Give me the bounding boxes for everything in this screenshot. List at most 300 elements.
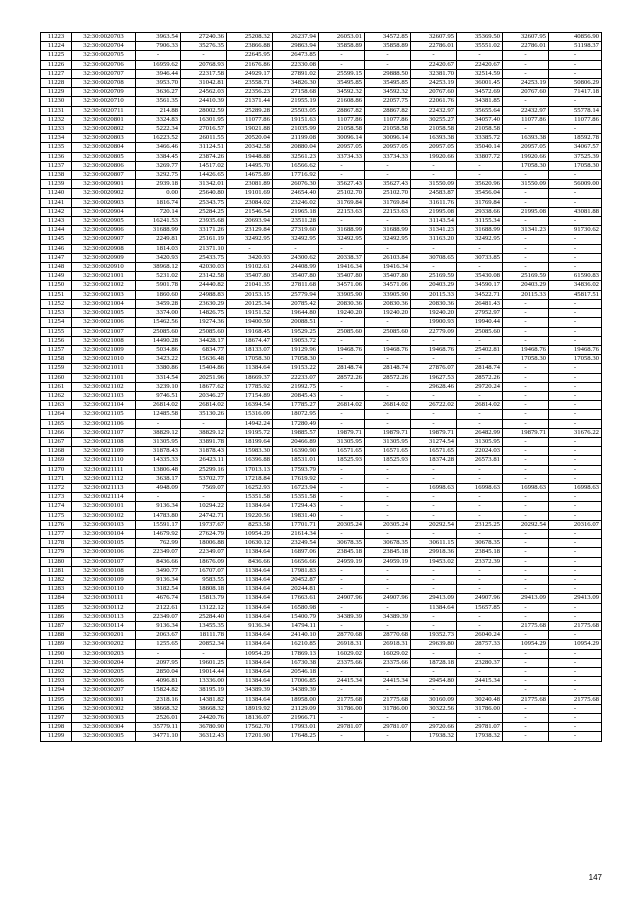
value-cell: - [319, 391, 365, 400]
value-cell: 14495.70 [227, 161, 273, 170]
value-cell: 29413.09 [411, 594, 457, 603]
table-row [41, 612, 602, 621]
value-cell: 31769.84 [365, 198, 411, 207]
value-cell: - [503, 575, 549, 584]
value-cell: - [319, 668, 365, 677]
value-cell: 19220.56 [227, 511, 273, 520]
value-cell: 22024.03 [457, 447, 503, 456]
cadastral-number-cell: 32:30:0020806 [72, 161, 136, 170]
row-number-cell: 11248 [41, 263, 72, 272]
value-cell: 29413.09 [549, 594, 602, 603]
row-number-cell: 11236 [41, 152, 72, 161]
row-number-cell: 11276 [41, 520, 72, 529]
value-cell: 16959.62 [136, 60, 181, 69]
value-cell: 19101.69 [227, 189, 273, 198]
cadastral-number-cell: 32:30:0020803 [72, 134, 136, 143]
value-cell: 24408.99 [273, 263, 319, 272]
value-cell: 23845.18 [365, 548, 411, 557]
value-cell: 2249.81 [136, 235, 181, 244]
value-cell: 27016.57 [181, 125, 227, 134]
value-cell: 31042.81 [181, 79, 227, 88]
value-cell: 25161.19 [181, 235, 227, 244]
value-cell: 35456.04 [457, 189, 503, 198]
value-cell: 23372.39 [457, 557, 503, 566]
value-cell: 28572.26 [457, 373, 503, 382]
table-row [41, 235, 602, 244]
value-cell: 14679.92 [136, 529, 181, 538]
value-cell: 30255.27 [411, 115, 457, 124]
value-cell: 19151.63 [273, 115, 319, 124]
cadastral-number-cell: 32:30:0021004 [72, 299, 136, 308]
row-number-cell: 11228 [41, 79, 72, 88]
value-cell: 14426.65 [181, 171, 227, 180]
value-cell: 35407.80 [365, 272, 411, 281]
table-row [41, 566, 602, 575]
value-cell: 2318.16 [136, 695, 181, 704]
value-cell: - [319, 585, 365, 594]
value-cell: 25343.75 [181, 198, 227, 207]
table-row [41, 180, 602, 189]
value-cell: 53702.77 [181, 474, 227, 483]
value-cell: 28770.68 [319, 631, 365, 640]
value-cell: 15400.79 [273, 612, 319, 621]
value-cell: 31305.95 [319, 437, 365, 446]
value-cell: 14826.75 [181, 309, 227, 318]
table-row [41, 649, 602, 658]
row-number-cell: 11223 [41, 33, 72, 42]
value-cell: - [411, 511, 457, 520]
value-cell: - [365, 529, 411, 538]
value-cell: 24415.34 [457, 677, 503, 686]
table-row [41, 640, 602, 649]
value-cell: 34836.02 [549, 281, 602, 290]
value-cell: 27811.68 [273, 281, 319, 290]
value-cell: 16252.93 [227, 483, 273, 492]
value-cell: 3239.10 [136, 382, 181, 391]
value-cell: 24420.76 [181, 714, 227, 723]
value-cell: 5231.02 [136, 272, 181, 281]
cadastral-number-cell: 32:30:0030302 [72, 704, 136, 713]
row-number-cell: 11246 [41, 244, 72, 253]
value-cell: - [227, 244, 273, 253]
value-cell: - [457, 171, 503, 180]
value-cell: 22356.23 [227, 88, 273, 97]
table-row [41, 622, 602, 631]
value-cell: 29720.66 [411, 723, 457, 732]
value-cell: 0.00 [136, 189, 181, 198]
value-cell: 27240.36 [181, 33, 227, 42]
row-number-cell: 11294 [41, 686, 72, 695]
value-cell: 16029.02 [365, 649, 411, 658]
value-cell: 19920.66 [503, 152, 549, 161]
value-cell: - [457, 336, 503, 345]
value-cell: - [549, 189, 602, 198]
value-cell: 33905.90 [365, 290, 411, 299]
cadastral-number-cell: 32:30:0030106 [72, 548, 136, 557]
cadastral-number-cell: 32:30:0020705 [72, 51, 136, 60]
row-number-cell: 11265 [41, 419, 72, 428]
value-cell: 31305.95 [457, 437, 503, 446]
value-cell: 25284.40 [181, 612, 227, 621]
table-row [41, 244, 602, 253]
value-cell: 35627.43 [319, 180, 365, 189]
value-cell: - [503, 723, 549, 732]
value-cell: 14381.82 [181, 695, 227, 704]
value-cell: 4096.81 [136, 677, 181, 686]
value-cell: 17785.92 [227, 382, 273, 391]
value-cell: - [549, 235, 602, 244]
cadastral-number-cell: 32:30:0030103 [72, 520, 136, 529]
value-cell: 11384.64 [227, 575, 273, 584]
value-cell: 19102.61 [227, 263, 273, 272]
value-cell: 19240.20 [319, 309, 365, 318]
row-number-cell: 11230 [41, 97, 72, 106]
value-cell: - [503, 548, 549, 557]
value-cell: 3384.45 [136, 152, 181, 161]
cadastral-number-cell: 32:30:0020710 [72, 97, 136, 106]
value-cell: - [365, 419, 411, 428]
value-cell: - [411, 419, 457, 428]
value-cell: 27952.97 [457, 309, 503, 318]
value-cell: - [503, 189, 549, 198]
value-cell: 19416.34 [319, 263, 365, 272]
value-cell: 30733.85 [457, 253, 503, 262]
value-cell: 22786.01 [411, 42, 457, 51]
value-cell: 3420.93 [136, 253, 181, 262]
value-cell: 15404.86 [181, 364, 227, 373]
row-number-cell: 11252 [41, 299, 72, 308]
value-cell: - [503, 529, 549, 538]
cadastral-number-cell: 32:30:0021008 [72, 336, 136, 345]
value-cell: 33385.72 [457, 134, 503, 143]
value-cell: - [365, 474, 411, 483]
value-cell: 16730.38 [273, 658, 319, 667]
table-row [41, 281, 602, 290]
table-row [41, 585, 602, 594]
value-cell: 20342.58 [227, 143, 273, 152]
table-row [41, 125, 602, 134]
cadastral-number-cell: 32:30:0020711 [72, 106, 136, 115]
value-cell: 17013.13 [227, 465, 273, 474]
value-cell: 29628.46 [411, 382, 457, 391]
value-cell: 27891.02 [273, 69, 319, 78]
value-cell: 19400.59 [227, 318, 273, 327]
value-cell: 28867.82 [365, 106, 411, 115]
value-cell: 24562.03 [181, 88, 227, 97]
value-cell: 32381.70 [411, 69, 457, 78]
table-row [41, 557, 602, 566]
value-cell: 31878.43 [181, 447, 227, 456]
value-cell: 38968.12 [136, 263, 181, 272]
value-cell: 22432.97 [503, 106, 549, 115]
value-cell: - [411, 355, 457, 364]
value-cell: 11077.86 [365, 115, 411, 124]
value-cell: 20830.36 [411, 299, 457, 308]
cadastral-number-cell: 32:30:0021101 [72, 373, 136, 382]
value-cell: 17993.01 [273, 723, 319, 732]
cadastral-number-cell: 32:30:0021108 [72, 437, 136, 446]
value-cell: - [549, 502, 602, 511]
value-cell: - [549, 557, 602, 566]
table-row [41, 253, 602, 262]
value-cell: 32492.95 [273, 235, 319, 244]
value-cell: - [319, 336, 365, 345]
value-cell: 30096.14 [319, 134, 365, 143]
table-row [41, 263, 602, 272]
value-cell: 10294.22 [181, 502, 227, 511]
row-number-cell: 11283 [41, 585, 72, 594]
value-cell: 16571.65 [365, 447, 411, 456]
value-cell: 20403.29 [503, 281, 549, 290]
value-cell: - [457, 612, 503, 621]
value-cell: 35551.02 [457, 42, 503, 51]
value-cell: - [457, 355, 503, 364]
value-cell: 31550.09 [503, 180, 549, 189]
value-cell: 71417.18 [549, 88, 602, 97]
value-cell: - [319, 60, 365, 69]
cadastral-number-cell: 32:30:0020802 [72, 125, 136, 134]
value-cell: 26722.02 [411, 401, 457, 410]
value-cell: 1255.65 [136, 640, 181, 649]
value-cell: - [549, 336, 602, 345]
value-cell: 33807.72 [457, 152, 503, 161]
row-number-cell: 11266 [41, 428, 72, 437]
value-cell: - [549, 456, 602, 465]
value-cell: - [503, 51, 549, 60]
value-cell: 3953.70 [136, 79, 181, 88]
value-cell: 34592.32 [319, 88, 365, 97]
value-cell: 42030.03 [181, 263, 227, 272]
value-cell: - [411, 244, 457, 253]
value-cell: - [549, 585, 602, 594]
value-cell: 11384.64 [227, 631, 273, 640]
value-cell: - [503, 686, 549, 695]
value-cell: - [411, 668, 457, 677]
value-cell: 22061.76 [411, 97, 457, 106]
value-cell: 9136.34 [227, 622, 273, 631]
cadastral-number-cell: 32:30:0021003 [72, 290, 136, 299]
value-cell: - [549, 382, 602, 391]
value-cell: - [503, 612, 549, 621]
table-row [41, 152, 602, 161]
value-cell: 24959.19 [365, 557, 411, 566]
value-cell: 11077.86 [319, 115, 365, 124]
value-cell: 30322.56 [411, 704, 457, 713]
row-number-cell: 11262 [41, 391, 72, 400]
value-cell: 31341.23 [503, 226, 549, 235]
value-cell: 22779.09 [411, 327, 457, 336]
value-cell: 2850.04 [136, 668, 181, 677]
row-number-cell: 11256 [41, 336, 72, 345]
table-row [41, 456, 602, 465]
table-row [41, 115, 602, 124]
cadastral-number-cell: 32:30:0021105 [72, 410, 136, 419]
row-number-cell: 11227 [41, 69, 72, 78]
row-number-cell: 11260 [41, 373, 72, 382]
table-row [41, 437, 602, 446]
value-cell: 11384.64 [227, 594, 273, 603]
cadastral-number-cell: 32:30:0030206 [72, 677, 136, 686]
value-cell: 25402.81 [457, 345, 503, 354]
value-cell: 16241.53 [136, 217, 181, 226]
value-cell: 19448.88 [227, 152, 273, 161]
value-cell: 21608.86 [319, 97, 365, 106]
cadastral-number-cell: 32:30:0020706 [72, 60, 136, 69]
value-cell: - [503, 410, 549, 419]
value-cell: - [411, 51, 457, 60]
value-cell: 50806.29 [549, 79, 602, 88]
value-cell: - [411, 474, 457, 483]
value-cell: 17058.30 [549, 161, 602, 170]
value-cell: - [319, 318, 365, 327]
value-cell: 24988.83 [181, 290, 227, 299]
row-number-cell: 11243 [41, 217, 72, 226]
value-cell: 12485.58 [136, 410, 181, 419]
value-cell: - [457, 244, 503, 253]
value-cell: 25169.59 [503, 272, 549, 281]
value-cell: - [365, 51, 411, 60]
table-row [41, 382, 602, 391]
row-number-cell: 11239 [41, 180, 72, 189]
value-cell: - [549, 125, 602, 134]
value-cell: 20346.27 [181, 391, 227, 400]
value-cell: - [319, 355, 365, 364]
table-row [41, 493, 602, 502]
table-row [41, 548, 602, 557]
value-cell: 31305.95 [136, 437, 181, 446]
value-cell: 25289.28 [227, 106, 273, 115]
table-row [41, 33, 602, 42]
value-cell: 24583.87 [411, 189, 457, 198]
value-cell: 35430.08 [457, 272, 503, 281]
value-cell: 17619.92 [273, 474, 319, 483]
value-cell: 11384.64 [411, 603, 457, 612]
value-cell: - [549, 401, 602, 410]
table-row [41, 723, 602, 732]
value-cell: 24300.62 [273, 253, 319, 262]
row-number-cell: 11269 [41, 456, 72, 465]
value-cell: - [136, 419, 181, 428]
row-number-cell: 11289 [41, 640, 72, 649]
value-cell: 8436.66 [227, 557, 273, 566]
table-row [41, 226, 602, 235]
value-cell: 19195.72 [227, 428, 273, 437]
value-cell: 3292.75 [136, 171, 181, 180]
value-cell: 21058.58 [411, 125, 457, 134]
value-cell: - [549, 548, 602, 557]
value-cell: - [319, 474, 365, 483]
value-cell: 21041.35 [227, 281, 273, 290]
value-cell: 19151.52 [227, 309, 273, 318]
table-row [41, 364, 602, 373]
value-cell: 16707.07 [181, 566, 227, 575]
cadastral-number-cell: 32:30:0021112 [72, 474, 136, 483]
value-cell: - [319, 465, 365, 474]
value-cell: - [549, 723, 602, 732]
value-cell: 91730.62 [549, 226, 602, 235]
cadastral-number-cell: 32:30:0030108 [72, 566, 136, 575]
value-cell: 9583.55 [181, 575, 227, 584]
value-cell: 18728.18 [411, 658, 457, 667]
table-row [41, 88, 602, 97]
cadastral-number-cell: 32:30:0030111 [72, 594, 136, 603]
value-cell: 3420.93 [227, 253, 273, 262]
table-row [41, 355, 602, 364]
table-row [41, 695, 602, 704]
value-cell: - [503, 658, 549, 667]
value-cell: 16998.63 [411, 483, 457, 492]
value-cell: 14675.89 [227, 171, 273, 180]
cadastral-number-cell: 32:30:0030107 [72, 557, 136, 566]
table-row [41, 511, 602, 520]
value-cell: 20957.05 [503, 143, 549, 152]
value-cell: 11384.64 [227, 695, 273, 704]
value-cell: 24959.19 [319, 557, 365, 566]
value-cell: - [365, 732, 411, 741]
value-cell: 20767.60 [411, 88, 457, 97]
value-cell: 17981.83 [273, 566, 319, 575]
value-cell: 16393.38 [503, 134, 549, 143]
value-cell: 762.99 [136, 539, 181, 548]
value-cell: - [411, 410, 457, 419]
value-cell: 26918.31 [319, 640, 365, 649]
value-cell: - [365, 686, 411, 695]
row-number-cell: 11224 [41, 42, 72, 51]
table-row [41, 189, 602, 198]
value-cell: 17562.70 [227, 723, 273, 732]
value-cell: 36312.43 [181, 732, 227, 741]
table-row [41, 134, 602, 143]
value-cell: 25299.16 [181, 465, 227, 474]
value-cell: 26481.43 [457, 299, 503, 308]
value-cell: 35495.85 [365, 79, 411, 88]
value-cell: - [411, 714, 457, 723]
value-cell: 32492.95 [365, 235, 411, 244]
value-cell: - [503, 585, 549, 594]
value-cell: 25779.94 [273, 290, 319, 299]
cadastral-number-cell: 32:30:0030202 [72, 640, 136, 649]
value-cell: 11384.64 [227, 612, 273, 621]
value-cell: 25433.75 [181, 253, 227, 262]
row-number-cell: 11282 [41, 575, 72, 584]
value-cell: 26423.11 [181, 456, 227, 465]
value-cell: 35620.96 [457, 180, 503, 189]
value-cell: - [457, 465, 503, 474]
value-cell: - [365, 483, 411, 492]
value-cell: - [365, 382, 411, 391]
value-cell: - [365, 502, 411, 511]
row-number-cell: 11268 [41, 447, 72, 456]
value-cell: 18136.07 [227, 714, 273, 723]
value-cell: 17701.71 [273, 520, 319, 529]
value-cell: 18374.28 [411, 456, 457, 465]
cadastral-number-cell: 32:30:0030113 [72, 612, 136, 621]
value-cell: 18919.92 [227, 704, 273, 713]
value-cell: 34428.17 [181, 336, 227, 345]
value-cell: - [549, 732, 602, 741]
value-cell: - [457, 410, 503, 419]
value-cell: 55778.14 [549, 106, 602, 115]
row-number-cell: 11255 [41, 327, 72, 336]
cadastral-number-cell: 32:30:0030110 [72, 585, 136, 594]
value-cell: 1816.74 [136, 198, 181, 207]
value-cell: 26103.84 [365, 253, 411, 262]
row-number-cell: 11242 [41, 207, 72, 216]
value-cell: 34389.39 [273, 686, 319, 695]
value-cell: 13806.48 [136, 465, 181, 474]
value-cell: 29413.09 [503, 594, 549, 603]
value-cell: 19920.66 [411, 152, 457, 161]
